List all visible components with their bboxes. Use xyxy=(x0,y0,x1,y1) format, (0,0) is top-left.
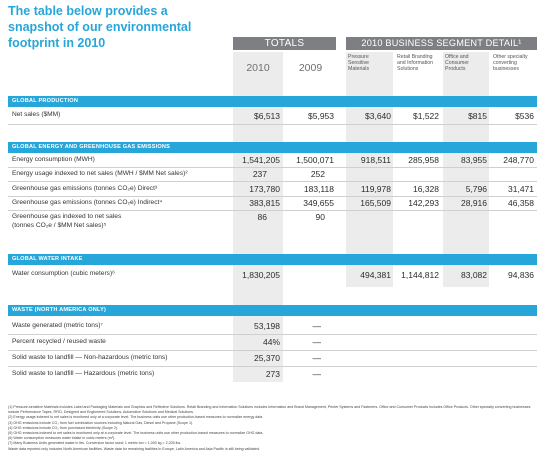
value-2009: 183,118 xyxy=(303,184,334,194)
value-other: $536 xyxy=(515,111,534,121)
footnote: (1) Pressure-sensitive Materials includes Label and Packaging Materials and Graphics and Reflective Solutions. Retail Branding and Information Solutions includes Information and Brand Management, Printer Systems and Fasteners. Office and Consumer Products includes Office Products. Other specialty converting businesses include Performance Tapes, RFID, Designed and Engineered Solutions, Automotive Solutions and Medical Solutions. xyxy=(8,405,531,415)
value-retail: 1,144,812 xyxy=(401,270,439,280)
table-row xyxy=(8,154,537,166)
value-2010: 86 xyxy=(257,212,267,222)
footnote: (6) Water consumption measures water intake in cubic meters (m³). xyxy=(8,436,116,441)
table-row xyxy=(8,108,537,124)
value-2009: 349,655 xyxy=(303,198,334,208)
divider xyxy=(8,210,537,211)
table-row xyxy=(8,368,537,381)
row-label: Net sales ($MM) xyxy=(12,111,61,118)
value-other: 94,836 xyxy=(508,270,534,280)
value-2009: $5,953 xyxy=(308,111,334,121)
divider xyxy=(8,124,537,125)
row-label: Greenhouse gas indexed to net sales xyxy=(12,213,122,220)
value-2009: — xyxy=(312,369,321,379)
value-2009: — xyxy=(312,321,321,331)
footnote: (4) GHG emissions include CO₂ from purchased electricity (Scope 2). xyxy=(8,425,119,430)
value-2009: 1,500,071 xyxy=(296,155,334,165)
divider xyxy=(8,350,537,351)
table-row xyxy=(8,336,537,349)
table-row xyxy=(8,168,537,180)
footnote: (7) Many Business Units generated waste in lbs. Conversion factor used: 1 metric ton = 1,000 kg = 2,205 lbs. xyxy=(8,441,182,446)
section-water: GLOBAL WATER INTAKE xyxy=(8,254,537,265)
table-row xyxy=(8,212,537,236)
divider xyxy=(8,366,537,367)
table-row xyxy=(8,183,537,195)
row-label: Greenhouse gas emissions (tonnes CO₂e) Direct³ xyxy=(12,185,158,192)
year-2010-header: 2010 xyxy=(233,52,283,92)
value-pressure: 119,978 xyxy=(360,184,391,194)
year-2009-header: 2009 xyxy=(285,52,336,92)
value-office: 83,082 xyxy=(461,270,487,280)
value-office: $815 xyxy=(468,111,487,121)
value-pressure: 494,381 xyxy=(360,270,391,280)
value-office: 83,955 xyxy=(461,155,487,165)
segment-retail-header: Retail Branding and Information Solutions xyxy=(395,52,441,92)
section-global-production: GLOBAL PRODUCTION xyxy=(8,96,537,107)
value-2009: 90 xyxy=(315,212,325,222)
row-label: Percent recycled / reused waste xyxy=(12,338,106,345)
page-title: The table below provides a snapshot of our environmental footprint in 2010 xyxy=(8,4,192,50)
value-retail: 142,293 xyxy=(408,198,439,208)
value-2010: 25,370 xyxy=(254,353,280,363)
footnote: (3) GHG emissions include CO₂ from fuel combustion sources including Natural Gas, Diesel and Propane (Scope 1). xyxy=(8,420,194,425)
value-2010: $6,513 xyxy=(254,111,280,121)
row-label: Energy consumption (MWH) xyxy=(12,156,95,163)
row-label: Solid waste to landfill — Hazardous (metric tons) xyxy=(12,370,155,377)
row-label: Water consumption (cubic meters)⁶ xyxy=(12,270,115,277)
row-label: Greenhouse gas emissions (tonnes CO₂e) Indirect⁴ xyxy=(12,199,163,206)
table-row xyxy=(8,197,537,209)
value-office: 28,916 xyxy=(461,198,487,208)
value-retail: $1,522 xyxy=(413,111,439,121)
row-label: Solid waste to landfill — Non-hazardous (metric tons) xyxy=(12,354,168,361)
divider xyxy=(8,181,537,182)
value-pressure: 165,509 xyxy=(360,198,391,208)
segment-other-header: Other specialty converting businesses xyxy=(491,52,537,92)
section-energy-ghg: GLOBAL ENERGY AND GREENHOUSE GAS EMISSIONS xyxy=(8,142,537,153)
footnotes xyxy=(8,405,540,452)
table-row xyxy=(8,267,537,283)
footnote: (5) GHG emissions indexed to net sales is monitored only at a corporate level. The business units use other production-based measures to normalize GHG data. xyxy=(8,431,264,436)
segment-pressure-header: Pressure Sensitive Materials xyxy=(346,52,393,92)
value-pressure: $3,640 xyxy=(365,111,391,121)
value-retail: 285,958 xyxy=(408,155,439,165)
value-other: 46,358 xyxy=(508,198,534,208)
value-2010: 53,198 xyxy=(254,321,280,331)
value-retail: 16,328 xyxy=(413,184,439,194)
value-2010: 383,815 xyxy=(249,198,280,208)
table-row xyxy=(8,352,537,365)
value-2010: 1,541,205 xyxy=(242,155,280,165)
row-label: Energy usage indexed to net sales (MWH / $MM Net sales)² xyxy=(12,170,188,177)
value-other: 248,770 xyxy=(503,155,534,165)
value-2010: 44% xyxy=(262,337,280,347)
segment-office-header: Office and Consumer Products xyxy=(443,52,489,92)
divider xyxy=(8,334,537,335)
footnote: (2) Energy usage indexed to net sales is monitored only at a corporate level. The business units use other production-based measures to normalize energy data. xyxy=(8,415,264,420)
footnote: Waste data reported only includes North American facilities. Waste data for remaining facilities in Europe, Latin America and Asia Pacific is still being validated. xyxy=(8,446,261,451)
value-2009: — xyxy=(312,353,321,363)
value-2010: 1,830,205 xyxy=(242,270,280,280)
value-2010: 237 xyxy=(252,169,267,179)
section-waste: WASTE (NORTH AMERICA ONLY) xyxy=(8,305,537,316)
row-label-continued: (tonnes CO₂e / $MM Net sales)⁵ xyxy=(12,222,107,229)
value-2010: 173,780 xyxy=(249,184,280,194)
value-office: 5,796 xyxy=(465,184,487,194)
totals-header: TOTALS xyxy=(233,37,336,50)
value-2010: 273 xyxy=(265,369,280,379)
value-other: 31,471 xyxy=(508,184,534,194)
segment-detail-header: 2010 BUSINESS SEGMENT DETAIL¹ xyxy=(346,37,537,50)
value-2009: — xyxy=(312,337,321,347)
row-label: Waste generated (metric tons)⁷ xyxy=(12,322,103,329)
table-row xyxy=(8,320,537,333)
value-pressure: 918,511 xyxy=(360,155,391,165)
value-2009: 252 xyxy=(310,169,325,179)
